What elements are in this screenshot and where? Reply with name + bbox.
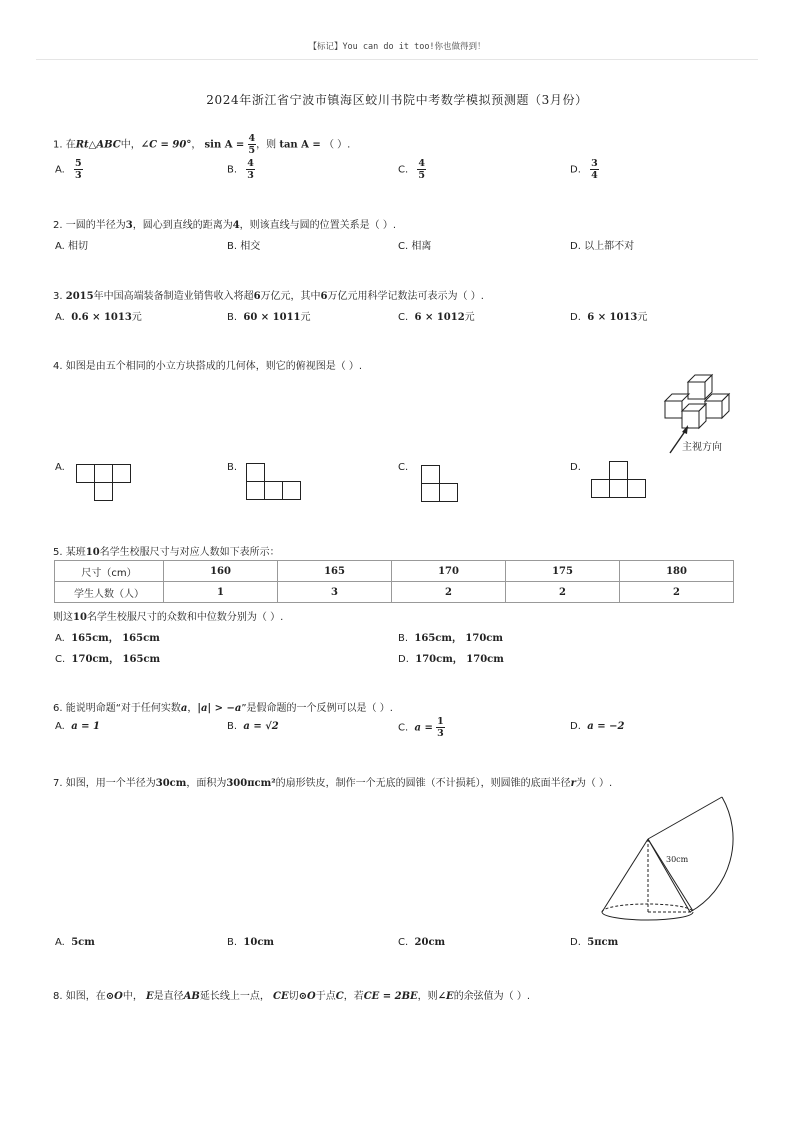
option-unit: 元 xyxy=(300,312,311,323)
q1-end: （ ）. xyxy=(324,139,351,151)
q1-tan: tan A = xyxy=(279,139,321,151)
q5-option-a[interactable] xyxy=(55,629,160,644)
q3-year: 2015 xyxy=(65,291,94,302)
q6-stem-a: 6. 能说明命题“对于任何实数 xyxy=(53,703,181,714)
q5-option-b[interactable] xyxy=(398,629,503,644)
q3-number: 3. xyxy=(53,291,63,302)
q5-stem-a: 5. 某班 xyxy=(53,547,86,558)
question-1 xyxy=(53,133,753,156)
q8-circle: ⊙O xyxy=(105,991,123,1002)
numerator: 1 xyxy=(437,716,444,727)
q7-option-a[interactable] xyxy=(55,937,95,948)
q1-option-d[interactable] xyxy=(570,158,599,181)
page-header: 【标记】You can do it too!你也做得到！ xyxy=(308,42,486,52)
question-5 xyxy=(53,543,753,558)
table-cell: 3 xyxy=(278,582,392,603)
option-text: 165cm， 170cm xyxy=(414,633,503,644)
q5-size-table xyxy=(54,560,734,603)
q3-option-a[interactable] xyxy=(55,308,142,323)
exam-title: 2024年浙江省宁波市镇海区蛟川书院中考数学模拟预测题（3月份） xyxy=(206,93,588,107)
q6-option-b[interactable] xyxy=(227,721,279,732)
table-row xyxy=(55,582,734,603)
option-prefix: a = xyxy=(414,722,433,734)
q1-mid2: ， xyxy=(191,139,202,151)
table-header-count: 学生人数（人） xyxy=(55,582,164,603)
option-label: A. xyxy=(55,241,65,252)
q1-option-d-fraction xyxy=(590,158,599,181)
numerator: 4 xyxy=(247,158,254,169)
option-text: 5πcm xyxy=(587,937,619,948)
q7-slant-label: 30cm xyxy=(666,855,689,864)
q1-triangle: Rt△ABC xyxy=(75,139,121,151)
q1-option-c[interactable] xyxy=(398,158,426,181)
option-label: C. xyxy=(398,722,409,734)
q5-after-count: 10 xyxy=(73,612,87,623)
option-label: A. xyxy=(55,312,65,323)
option-unit: 元 xyxy=(131,312,142,323)
q7-stem-d: 为（ ）. xyxy=(575,778,613,789)
option-label: D. xyxy=(570,241,581,252)
q4-option-c[interactable]: C. xyxy=(398,462,409,473)
table-cell: 2 xyxy=(506,582,620,603)
q8-angle: ∠E xyxy=(437,991,454,1002)
q5-count: 10 xyxy=(85,547,100,558)
option-label: A. xyxy=(55,164,65,176)
q5-option-d[interactable] xyxy=(398,650,504,665)
q1-option-b-fraction xyxy=(246,158,255,181)
denominator: 3 xyxy=(247,170,254,181)
question-3 xyxy=(53,287,753,302)
q1-stem-pre: 1. 在 xyxy=(53,139,76,151)
q5-stem-b: 名学生校服尺寸与对应人数如下表所示： xyxy=(99,547,280,558)
option-expression: 60 × 1011 xyxy=(243,312,301,323)
q4-option-d[interactable]: D. xyxy=(570,462,581,473)
option-label: D. xyxy=(570,937,581,948)
denominator: 3 xyxy=(437,728,444,739)
q1-sin-denominator: 5 xyxy=(248,145,256,156)
q1-option-b[interactable] xyxy=(227,158,255,181)
q2-stem-a: 2. 一圆的半径为 xyxy=(53,220,126,231)
question-7 xyxy=(53,774,753,789)
numerator: 5 xyxy=(75,158,82,169)
option-expression: 6 × 1012 xyxy=(414,312,465,323)
q7-stem-a: 7. 如图，用一个半径为 xyxy=(53,778,156,789)
q8-stem-h: ，则 xyxy=(417,991,438,1002)
q4-option-c-figure xyxy=(421,465,461,503)
q3-stem-b: 万亿元，其中 xyxy=(260,291,321,302)
q2-option-a[interactable] xyxy=(55,237,88,252)
option-label: B. xyxy=(227,937,238,948)
q1-mid3: ，则 xyxy=(256,139,277,151)
option-label: D. xyxy=(570,312,581,323)
q7-var-r: r xyxy=(570,778,576,789)
option-text: 20cm xyxy=(414,937,446,948)
q7-stem-c: 的扇形铁皮，制作一个无底的圆锥（不计损耗），则圆锥的底面半径 xyxy=(275,778,571,789)
option-unit: 元 xyxy=(464,312,475,323)
option-text: a = √2 xyxy=(243,721,279,732)
q6-option-a[interactable] xyxy=(55,721,100,732)
q2-stem-b: ，圆心到直线的距离为 xyxy=(132,220,233,231)
denominator: 5 xyxy=(418,170,425,181)
q4-option-d-figure xyxy=(591,461,647,499)
option-label: C. xyxy=(398,164,409,176)
q5-option-c[interactable] xyxy=(55,650,160,665)
table-cell: 160 xyxy=(164,561,278,582)
option-label: A. xyxy=(55,633,65,644)
q3-value-2: 6 xyxy=(320,291,328,302)
question-4: 4. 如图是由五个相同的小立方块搭成的几何体，则它的俯视图是（ ）. xyxy=(53,361,363,372)
q2-option-c[interactable] xyxy=(398,237,431,252)
q1-sin: sin A = xyxy=(204,139,245,151)
option-text: a = −2 xyxy=(587,721,625,732)
option-text: 165cm， 165cm xyxy=(71,633,160,644)
q1-mid1: 中， xyxy=(120,139,141,151)
option-label: D. xyxy=(570,721,581,732)
q3-stem-c: 万亿元用科学记数法可表示为（ ）. xyxy=(327,291,484,302)
q2-option-b[interactable] xyxy=(227,237,260,252)
q7-option-b[interactable] xyxy=(227,937,274,948)
option-text: 相切 xyxy=(68,241,89,252)
table-cell: 175 xyxy=(506,561,620,582)
q8-stem-g: ，若 xyxy=(343,991,364,1002)
q7-area: 300πcm² xyxy=(226,778,276,789)
option-label: C. xyxy=(398,937,409,948)
q8-stem-f: 于点 xyxy=(315,991,336,1002)
q6-option-c-fraction xyxy=(436,716,445,739)
q1-sin-fraction xyxy=(248,133,257,156)
table-cell: 2 xyxy=(392,582,506,603)
q8-stem-b: 中， xyxy=(122,991,143,1002)
q6-inequality: |a| > −a xyxy=(197,703,242,714)
q3-stem-a: 年中国高端装备制造业销售收入将超 xyxy=(93,291,254,302)
q6-option-d[interactable] xyxy=(570,721,624,732)
q4-option-b[interactable]: B. xyxy=(227,462,238,473)
table-header-size: 尺寸（cm） xyxy=(55,561,164,582)
option-expression: 0.6 × 1013 xyxy=(71,312,132,323)
question-2 xyxy=(53,216,753,231)
q4-option-b-figure xyxy=(246,463,302,501)
q6-stem-b: ， xyxy=(187,703,198,714)
q8-tangent: CE xyxy=(273,991,289,1002)
numerator: 4 xyxy=(418,158,425,169)
option-label: A. xyxy=(55,721,65,732)
option-text: 10cm xyxy=(243,937,274,948)
q4-option-a[interactable]: A. xyxy=(55,462,65,473)
header-divider xyxy=(36,59,758,60)
option-text: 170cm， 170cm xyxy=(415,654,504,665)
table-cell: 165 xyxy=(278,561,392,582)
q7-option-d[interactable] xyxy=(570,937,618,948)
option-text: 170cm， 165cm xyxy=(71,654,161,665)
option-label: C. xyxy=(398,241,409,252)
q2-distance: 4 xyxy=(232,220,240,231)
option-text: 相交 xyxy=(240,241,261,252)
option-label: D. xyxy=(570,164,581,176)
q3-value-1: 6 xyxy=(253,291,261,302)
q1-sin-numerator: 4 xyxy=(248,133,256,144)
q3-option-b[interactable] xyxy=(227,308,311,323)
option-text: 相离 xyxy=(411,241,432,252)
q4-view-direction-label: 主视方向 xyxy=(682,442,722,453)
table-cell: 180 xyxy=(620,561,734,582)
q6-stem-c: ”是假命题的一个反例可以是（ ）. xyxy=(241,703,393,714)
option-label: D. xyxy=(398,654,409,665)
question-8 xyxy=(53,987,753,1002)
q5-followup xyxy=(53,608,753,623)
option-label: B. xyxy=(227,164,238,176)
q7-option-c[interactable] xyxy=(398,937,445,948)
q8-diameter: AB xyxy=(183,991,200,1002)
option-text: 5cm xyxy=(71,937,95,948)
option-expression: 6 × 1013 xyxy=(587,312,638,323)
q2-option-d[interactable] xyxy=(570,237,634,252)
q8-point-c: C xyxy=(335,991,344,1002)
q8-stem-a: 8. 如图，在 xyxy=(53,991,106,1002)
q8-equation: CE = 2BE xyxy=(363,991,418,1002)
option-label: B. xyxy=(227,721,238,732)
q1-option-a-fraction xyxy=(74,158,83,181)
q8-circle-2: ⊙O xyxy=(298,991,316,1002)
table-cell: 1 xyxy=(164,582,278,603)
q4-option-a-figure xyxy=(76,464,132,502)
option-label: B. xyxy=(398,633,409,644)
q3-option-d[interactable] xyxy=(570,308,647,323)
q6-var-a: a xyxy=(180,703,188,714)
q3-option-c[interactable] xyxy=(398,308,475,323)
option-label: B. xyxy=(227,241,238,252)
option-label: B. xyxy=(227,312,238,323)
q8-point-e: E xyxy=(146,991,154,1002)
option-label: A. xyxy=(55,937,65,948)
q8-stem-i: 的余弦值为（ ）. xyxy=(453,991,531,1002)
q2-stem-c: ，则该直线与圆的位置关系是（ ）. xyxy=(239,220,397,231)
option-text: 以上都不对 xyxy=(584,241,635,252)
numerator: 3 xyxy=(591,158,598,169)
question-6 xyxy=(53,699,753,714)
q1-option-a[interactable] xyxy=(55,158,83,181)
option-unit: 元 xyxy=(637,312,648,323)
q7-radius: 30cm xyxy=(155,778,187,789)
option-text: a = 1 xyxy=(71,721,100,732)
q2-radius: 3 xyxy=(125,220,133,231)
denominator: 4 xyxy=(591,170,598,181)
q7-cone-sector-figure xyxy=(596,794,746,934)
denominator: 3 xyxy=(75,170,82,181)
table-cell: 170 xyxy=(392,561,506,582)
q1-angle: ∠C = 90° xyxy=(140,139,192,151)
q8-stem-e: 切 xyxy=(288,991,299,1002)
q5-after-b: 名学生校服尺寸的众数和中位数分别为（ ）. xyxy=(86,612,284,623)
q8-stem-d: 延长线上一点， xyxy=(199,991,270,1002)
q8-stem-c: 是直径 xyxy=(153,991,184,1002)
q5-after-a: 则这 xyxy=(53,612,73,623)
q6-option-c[interactable] xyxy=(398,716,445,739)
q1-option-c-fraction xyxy=(417,158,426,181)
table-cell: 2 xyxy=(620,582,734,603)
table-row xyxy=(55,561,734,582)
q7-stem-b: ，面积为 xyxy=(186,778,227,789)
option-label: C. xyxy=(55,654,66,665)
option-label: C. xyxy=(398,312,409,323)
